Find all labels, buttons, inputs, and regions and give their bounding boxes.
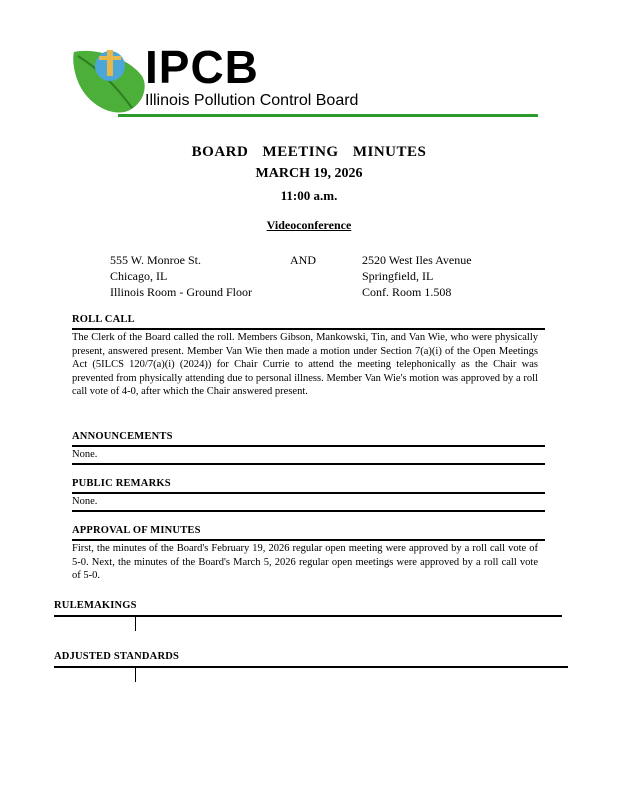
roll-call-text: The Clerk of the Board called the roll. Members Gibson, Mankowski, Tin, and Van Wie, who were physically present, answered present. Member Van Wie then made a motion under Section 7(a)(i) of the Open Meetings Act (5ILCS 120/7(a)(i) (2024)) for Chair Currie to attend the meeting telephonically as the Chair was prevented from physically attending due to personal illness. Member Van Wie's motion was approved by a roll call vote of 4-0, after which the Chair answered present. <box>72 332 538 397</box>
section-heading-approval-of-minutes: APPROVAL OF MINUTES <box>72 525 201 536</box>
address-line: Illinois Room - Ground Floor <box>110 285 253 299</box>
section-heading-roll-call: ROLL CALL <box>72 314 135 325</box>
section-rule <box>72 510 545 512</box>
table-divider <box>135 667 136 682</box>
section-rule <box>72 463 545 465</box>
announcements-text: None. <box>72 449 98 460</box>
logo-subtitle: Illinois Pollution Control Board <box>145 92 359 109</box>
address-line: 2520 West Iles Avenue <box>362 253 472 267</box>
location-springfield <box>362 252 542 300</box>
document-title: BOARD MEETING MINUTES <box>191 144 427 160</box>
section-rule <box>54 666 568 668</box>
approval-text: First, the minutes of the Board's February 19, 2026 regular open meeting were approved by a roll call vote of 5-0. Next, the minutes of the Board's March 5, 2026 regular open meetings were approved by a roll call vote of 5-0. <box>72 543 538 581</box>
section-rule <box>72 539 545 541</box>
location-chicago <box>110 252 310 300</box>
address-line: 555 W. Monroe St. <box>110 253 202 267</box>
section-rule <box>72 445 545 447</box>
section-heading-announcements: ANNOUNCEMENTS <box>72 431 173 442</box>
section-rule <box>72 328 545 330</box>
meeting-time: 11:00 a.m. <box>280 188 338 203</box>
header-rule <box>118 114 538 117</box>
public-remarks-text: None. <box>72 496 98 507</box>
section-heading-public-remarks: PUBLIC REMARKS <box>72 478 171 489</box>
section-rule <box>72 492 545 494</box>
location-conjunction: AND <box>290 253 316 267</box>
address-line: Conf. Room 1.508 <box>362 285 452 299</box>
meeting-date: MARCH 19, 2026 <box>255 166 363 181</box>
section-heading-adjusted-standards: ADJUSTED STANDARDS <box>54 651 180 662</box>
address-line: Springfield, IL <box>362 269 434 283</box>
address-line: Chicago, IL <box>110 269 168 283</box>
logo-title: IPCB <box>145 41 259 93</box>
leaf-seal-icon <box>70 40 150 120</box>
meeting-format: Videoconference <box>266 218 352 232</box>
section-rule <box>54 615 562 617</box>
section-heading-rulemakings: RULEMAKINGS <box>54 600 137 611</box>
table-divider <box>135 616 136 631</box>
